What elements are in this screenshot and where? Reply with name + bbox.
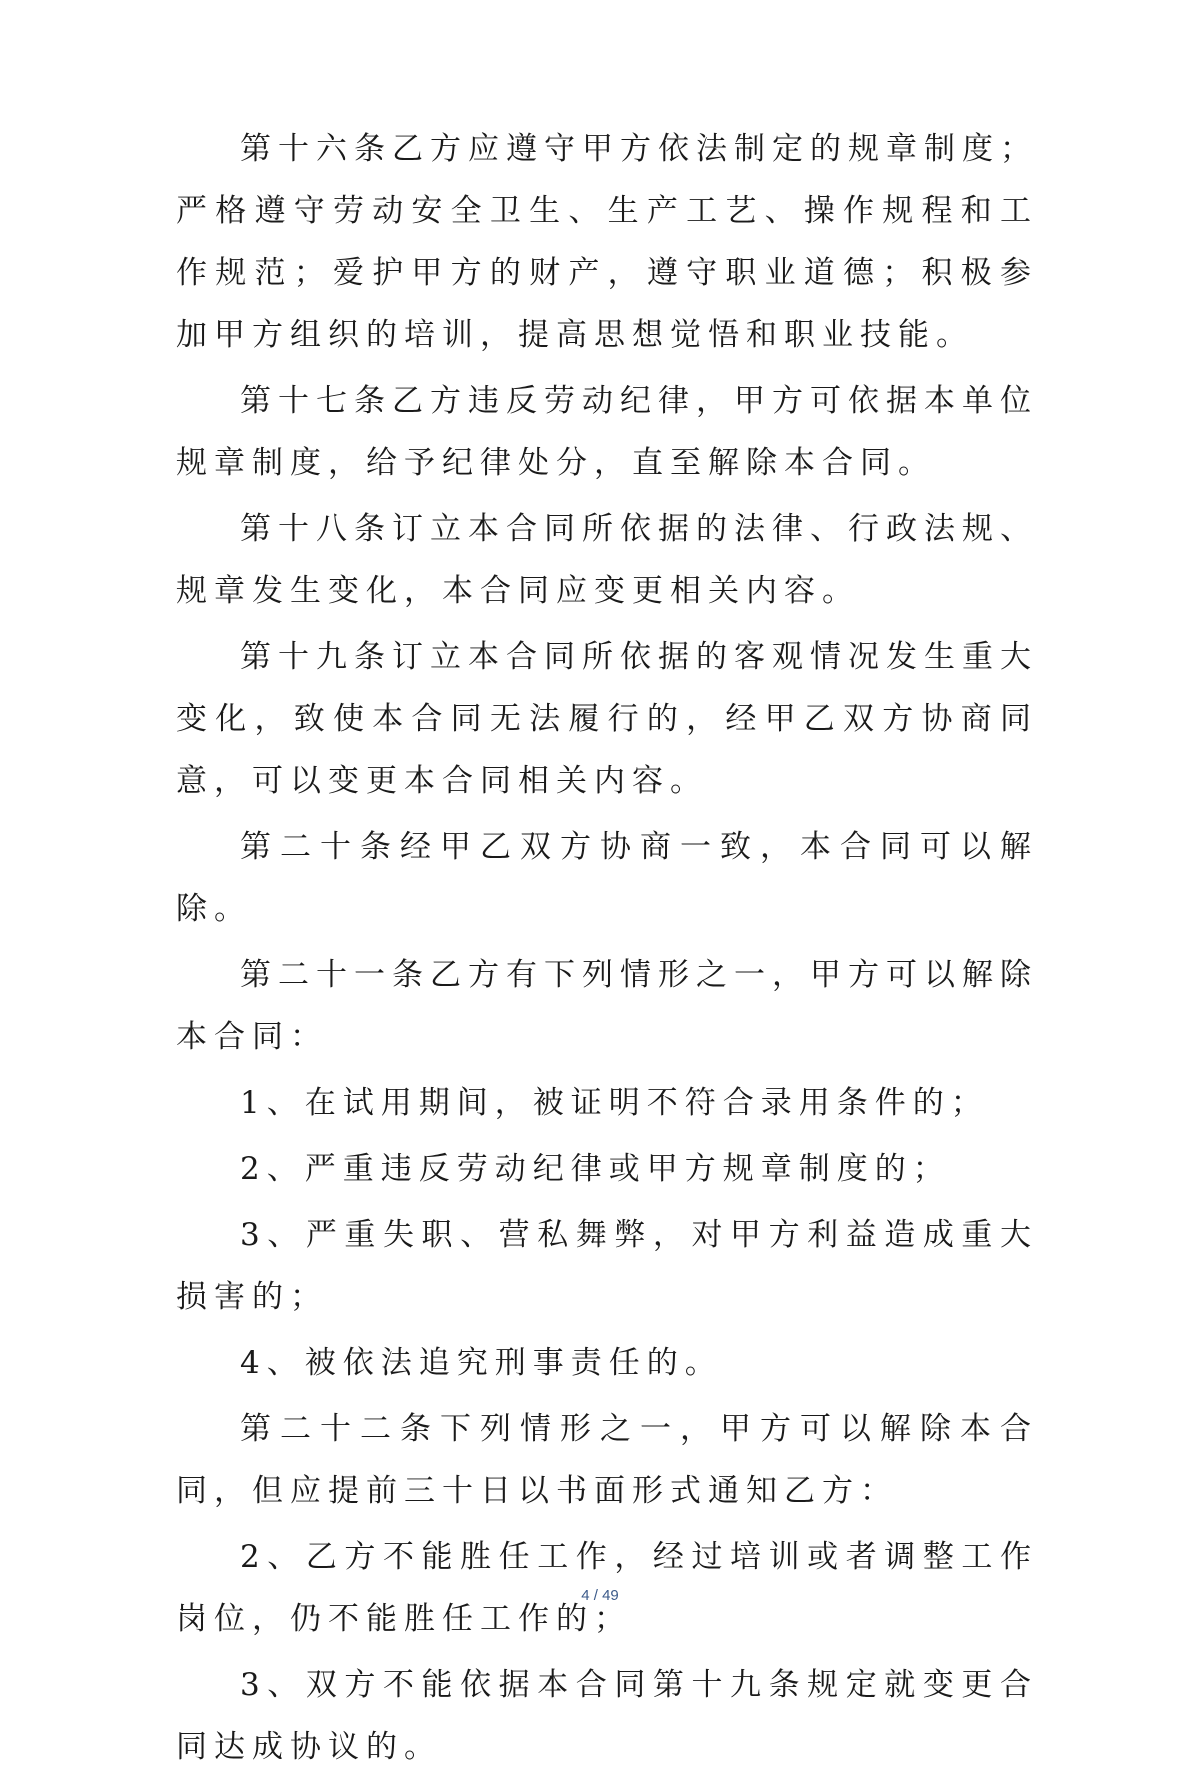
paragraph-article-16: 第十六条乙方应遵守甲方依法制定的规章制度；严格遵守劳动安全卫生、生产工艺、操作规程和工作规范；爱护甲方的财产，遵守职业道德；积极参加甲方组织的培训，提高思想觉悟和职业技能。 [176,131,1038,353]
list-item-21-4: 4、被依法追究刑事责任的。 [240,1345,723,1381]
list-item-22-2: 2、乙方不能胜任工作，经过培训或者调整工作岗位，仍不能胜任工作的； [176,1539,1038,1637]
document-body [176,118,1038,1782]
paragraph-article-18: 第十八条订立本合同所依据的法律、行政法规、规章发生变化，本合同应变更相关内容。 [176,511,1038,609]
list-item-21-3: 3、严重失职、营私舞弊，对甲方利益造成重大损害的； [176,1217,1038,1315]
paragraph-article-17: 第十七条乙方违反劳动纪律，甲方可依据本单位规章制度，给予纪律处分，直至解除本合同。 [176,383,1038,481]
paragraph-article-21: 第二十一条乙方有下列情形之一，甲方可以解除本合同： [176,957,1038,1055]
paragraph-article-20: 第二十条经甲乙双方协商一致，本合同可以解除。 [176,829,1038,927]
paragraph-article-22: 第二十二条下列情形之一，甲方可以解除本合同，但应提前三十日以书面形式通知乙方： [176,1411,1038,1509]
page-number: 4 / 49 [581,1587,619,1604]
list-item-21-1: 1、在试用期间，被证明不符合录用条件的； [240,1085,989,1121]
list-item-21-2: 2、严重违反劳动纪律或甲方规章制度的； [240,1151,951,1187]
paragraph-article-19: 第十九条订立本合同所依据的客观情况发生重大变化，致使本合同无法履行的，经甲乙双方协商同意，可以变更本合同相关内容。 [176,639,1038,799]
list-item-22-3: 3、双方不能依据本合同第十九条规定就变更合同达成协议的。 [176,1667,1038,1765]
